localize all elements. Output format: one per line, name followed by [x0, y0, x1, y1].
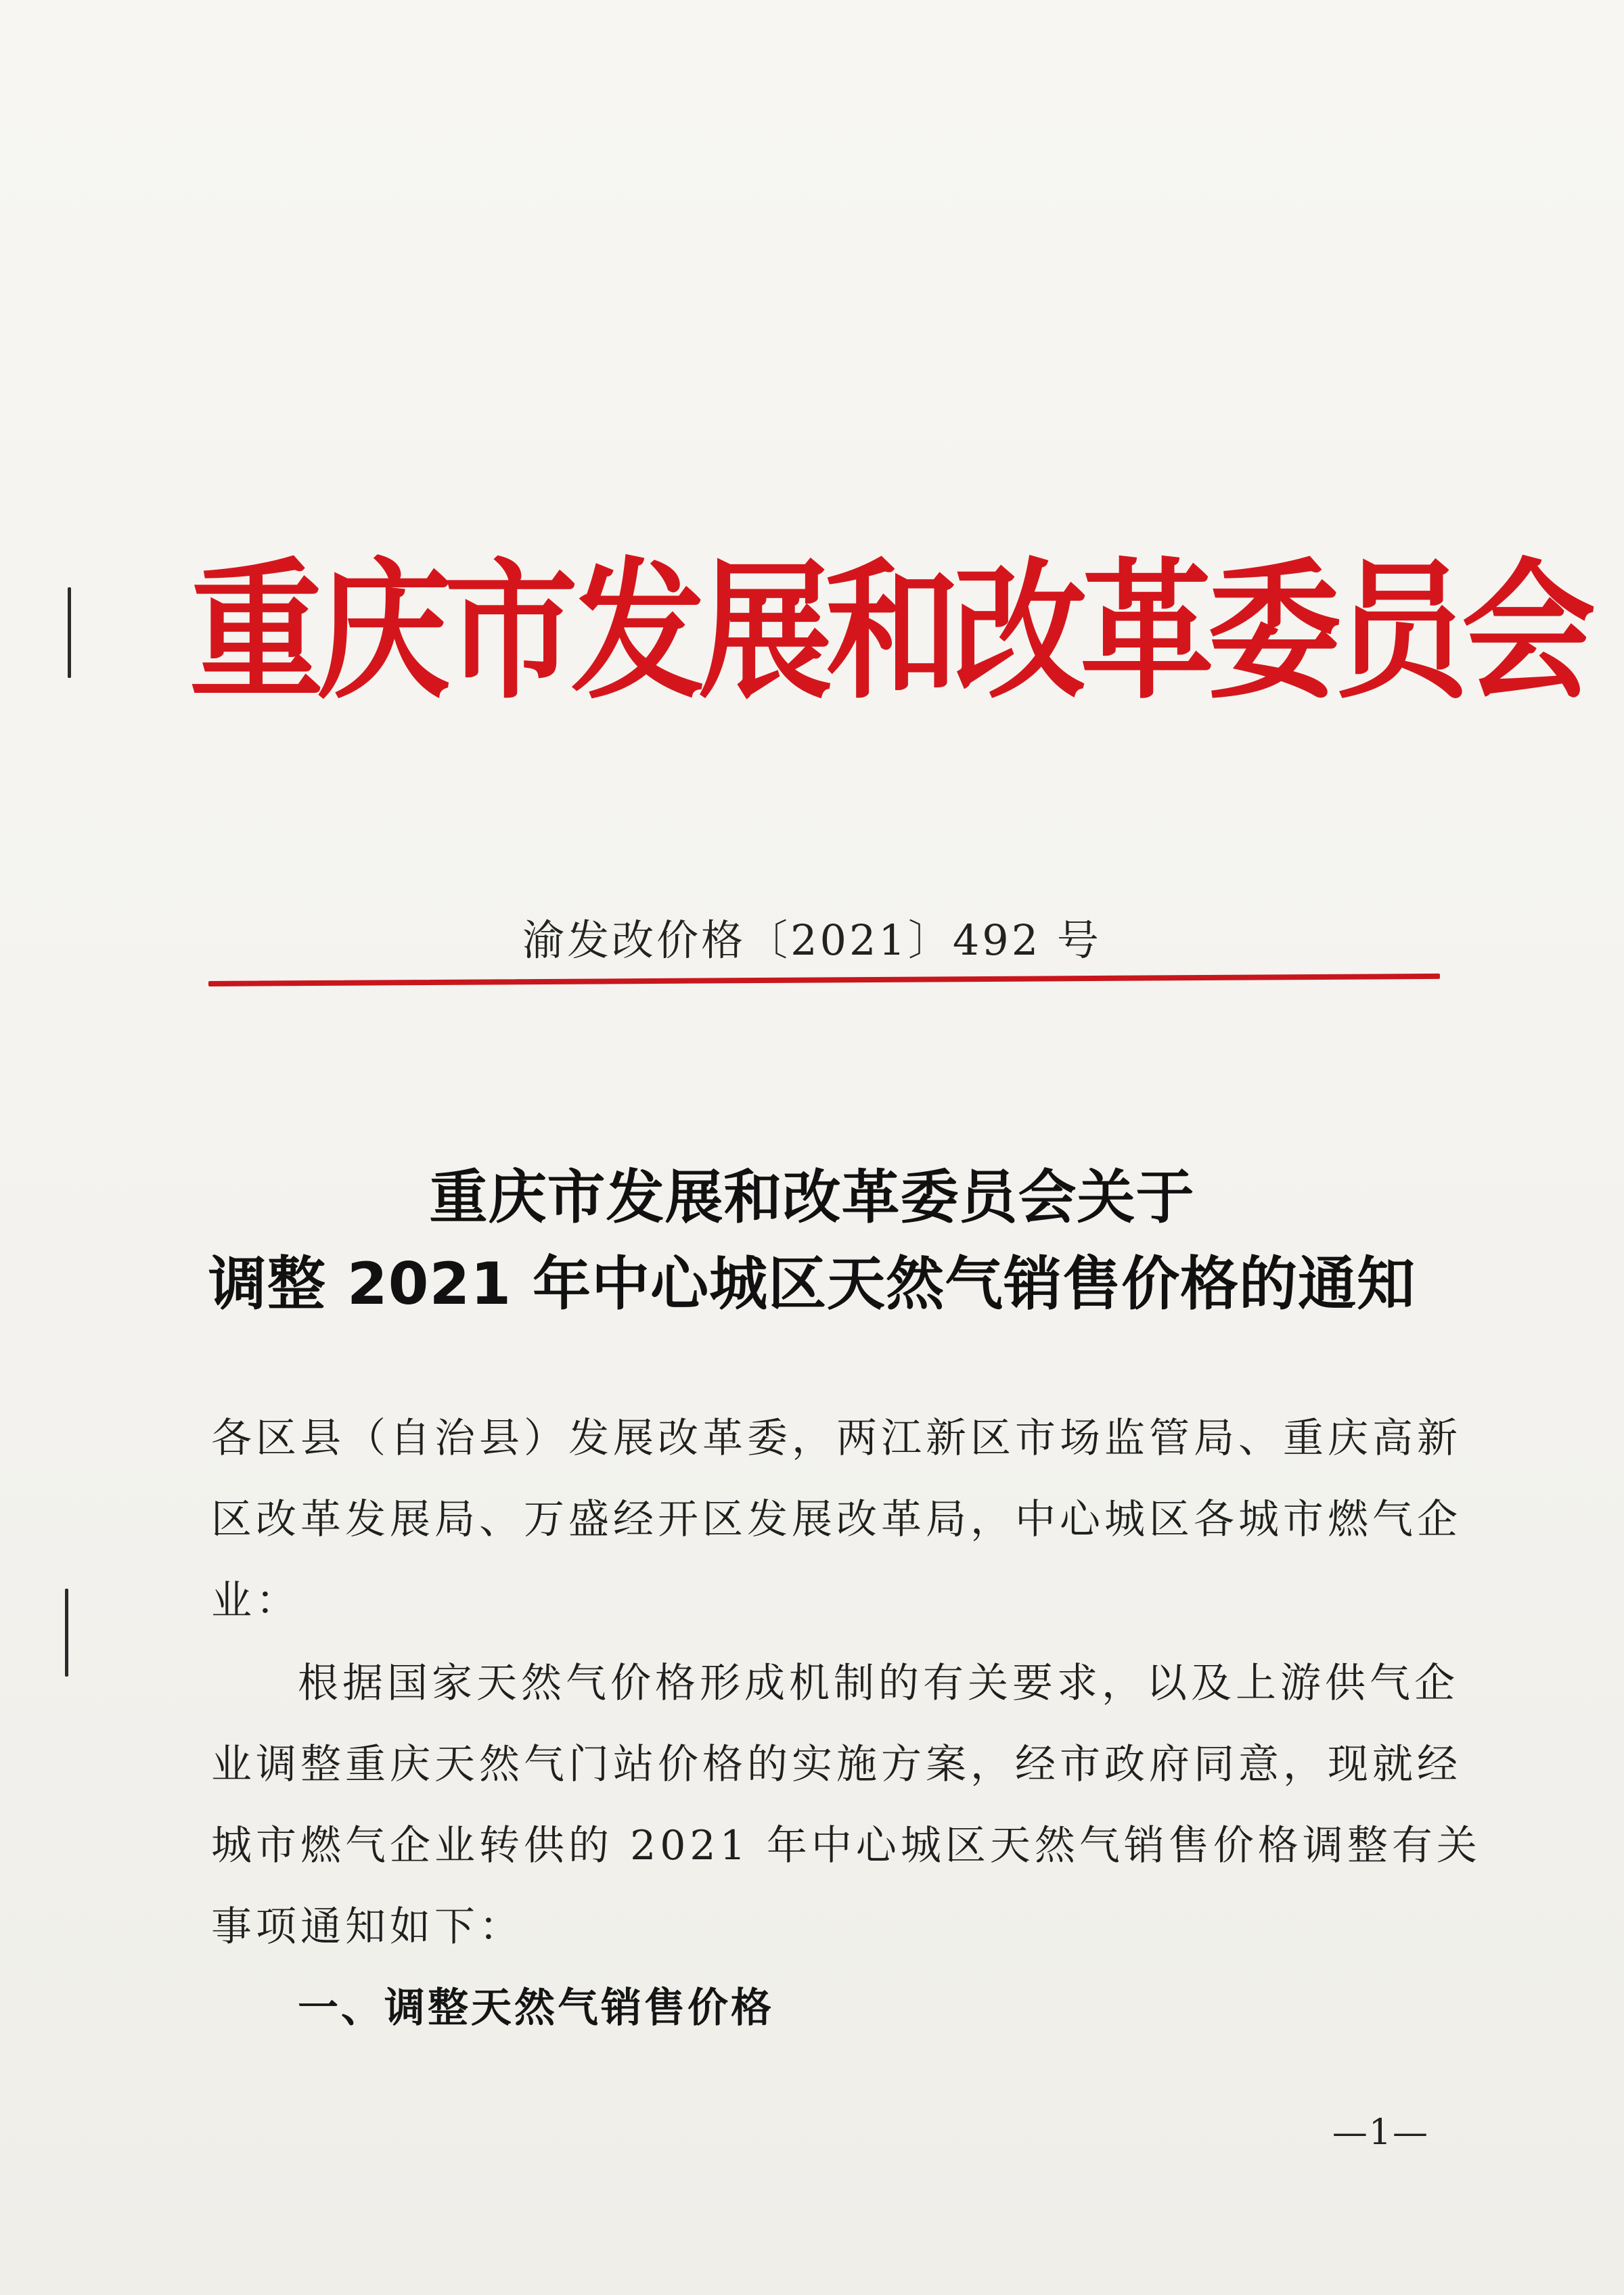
document-title-line-1: 重庆市发展和改革委员会关于 — [429, 1164, 1195, 1231]
body-paragraph-line-2: 业调整重庆天然气门站价格的实施方案，经市政府同意，现就经 — [211, 1741, 1462, 1788]
page-number: —1— — [1332, 2112, 1429, 2153]
body-paragraph-line-3: 城市燃气企业转供的 2021 年中心城区天然气销售价格调整有关 — [211, 1822, 1481, 1869]
issuer-masthead: 重庆市发展和改革委员会 — [189, 544, 1589, 720]
recipients-line-1: 各区县（自治县）发展改革委，两江新区市场监管局、重庆高新 — [211, 1415, 1462, 1462]
body-paragraph-line-1: 根据国家天然气价格形成机制的有关要求，以及上游供气企 — [298, 1660, 1459, 1707]
red-divider-line — [208, 974, 1440, 986]
binding-mark — [68, 587, 71, 678]
binding-mark — [65, 1589, 68, 1677]
recipients-line-2: 区改革发展局、万盛经开区发展改革局，中心城区各城市燃气企 — [211, 1496, 1462, 1543]
section-heading: 一、调整天然气销售价格 — [298, 1984, 774, 2032]
document-number: 渝发改价格〔2021〕492 号 — [522, 915, 1102, 965]
document-title-line-2: 调整 2021 年中心城区天然气销售价格的通知 — [208, 1250, 1416, 1318]
recipients-line-3: 业： — [211, 1577, 300, 1624]
body-paragraph-line-4: 事项通知如下： — [211, 1903, 524, 1951]
